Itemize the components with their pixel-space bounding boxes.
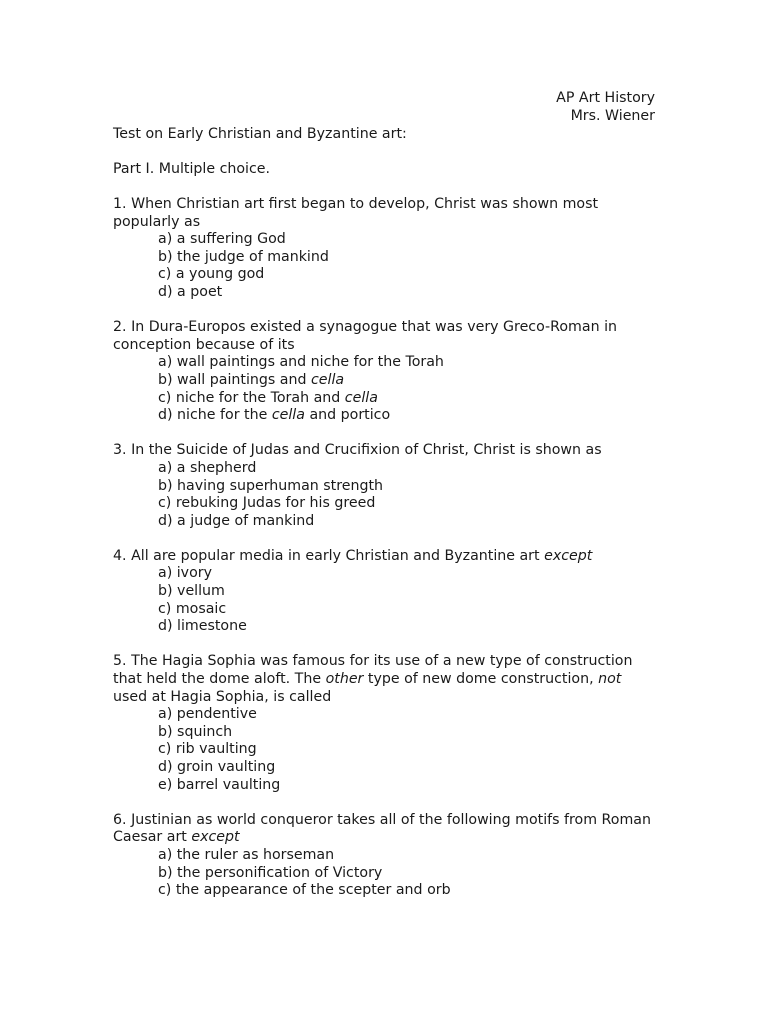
italic-text: cella xyxy=(310,371,345,388)
question-number: 4. xyxy=(113,547,127,564)
test-title: Test on Early Christian and Byzantine art: xyxy=(113,126,407,142)
text-segment: b) the judge of mankind xyxy=(158,248,329,265)
text-segment: d) niche for the xyxy=(158,407,272,424)
answer-option xyxy=(113,777,658,795)
question-stem xyxy=(113,653,658,706)
text-segment: The Hagia Sophia was famous for its use of a new type of construction that held the dome aloft. The xyxy=(113,653,633,688)
answer-option xyxy=(113,565,658,583)
answer-options xyxy=(113,565,658,635)
answer-option xyxy=(113,249,658,267)
question xyxy=(113,812,658,900)
text-segment: a) pendentive xyxy=(158,706,257,723)
answer-options xyxy=(113,847,658,900)
text-segment: and portico xyxy=(304,407,391,424)
answer-options xyxy=(113,354,658,424)
answer-option xyxy=(113,231,658,249)
question-stem xyxy=(113,442,658,460)
question-stem xyxy=(113,196,658,231)
question-number: 3. xyxy=(113,442,127,459)
question xyxy=(113,653,658,794)
italic-text: except xyxy=(191,829,240,846)
text-segment: c) niche for the Torah and xyxy=(158,389,345,406)
answer-option xyxy=(113,724,658,742)
answer-options xyxy=(113,460,658,530)
text-segment: b) squinch xyxy=(158,723,233,740)
text-segment: c) mosaic xyxy=(158,600,227,617)
italic-text: cella xyxy=(344,389,378,406)
text-segment: Justinian as world conqueror takes all of the following motifs from Roman Caesar art xyxy=(113,811,651,846)
answer-option xyxy=(113,372,658,390)
question xyxy=(113,548,658,636)
answer-options xyxy=(113,706,658,794)
text-segment: All are popular media in early Christian and Byzantine art xyxy=(131,547,545,564)
text-segment: used at Hagia Sophia, is called xyxy=(113,688,332,705)
question xyxy=(113,442,658,530)
answer-option xyxy=(113,478,658,496)
answer-option xyxy=(113,266,658,284)
answer-options xyxy=(113,231,658,301)
italic-text: not xyxy=(598,671,622,688)
answer-option xyxy=(113,706,658,724)
course-name: AP Art History xyxy=(556,90,655,106)
question-stem xyxy=(113,319,658,354)
answer-option xyxy=(113,354,658,372)
answer-option xyxy=(113,759,658,777)
question-number: 6. xyxy=(113,811,127,828)
question xyxy=(113,196,658,302)
question-list xyxy=(113,196,658,917)
italic-text: other xyxy=(325,671,364,688)
answer-option xyxy=(113,460,658,478)
answer-option xyxy=(113,583,658,601)
answer-option xyxy=(113,847,658,865)
answer-option xyxy=(113,390,658,408)
italic-text: cella xyxy=(271,407,305,424)
text-segment: b) the personification of Victory xyxy=(158,864,383,881)
text-segment: b) having superhuman strength xyxy=(158,477,384,494)
question-stem xyxy=(113,812,658,847)
text-segment: type of new dome construction, xyxy=(363,671,599,688)
answer-option xyxy=(113,284,658,302)
answer-option xyxy=(113,601,658,619)
question xyxy=(113,319,658,425)
header xyxy=(556,90,655,125)
question-stem xyxy=(113,548,658,566)
text-segment: a) the ruler as horseman xyxy=(158,846,335,863)
text-segment: e) barrel vaulting xyxy=(158,776,281,793)
text-segment: c) rib vaulting xyxy=(158,741,257,758)
answer-option xyxy=(113,618,658,636)
text-segment: d) limestone xyxy=(158,618,247,635)
italic-text: except xyxy=(544,547,593,564)
text-segment: d) a judge of mankind xyxy=(158,512,315,529)
text-segment: When Christian art first began to develop, Christ was shown most popularly as xyxy=(113,196,599,230)
text-segment: a) a shepherd xyxy=(158,459,257,476)
text-segment: d) groin vaulting xyxy=(158,759,276,775)
teacher-name: Mrs. Wiener xyxy=(570,107,655,124)
question-number: 5. xyxy=(113,653,127,670)
text-segment: c) rebuking Judas for his greed xyxy=(158,495,376,512)
answer-option xyxy=(113,513,658,531)
answer-option xyxy=(113,495,658,513)
text-segment: In Dura-Europos existed a synagogue that was very Greco-Roman in conception because of its xyxy=(113,319,618,353)
text-segment: c) the appearance of the scepter and orb xyxy=(158,882,451,899)
answer-option xyxy=(113,865,658,883)
question-number: 1. xyxy=(113,196,127,212)
text-segment: a) wall paintings and niche for the Torah xyxy=(158,354,444,371)
text-segment: In the Suicide of Judas and Crucifixion of Christ, Christ is shown as xyxy=(131,442,602,459)
text-segment: b) wall paintings and xyxy=(158,371,311,388)
text-segment: a) ivory xyxy=(158,565,212,582)
text-segment: d) a poet xyxy=(158,283,223,300)
text-segment: b) vellum xyxy=(158,583,225,600)
text-segment: a) a suffering God xyxy=(158,231,286,248)
answer-option xyxy=(113,741,658,759)
question-number: 2. xyxy=(113,319,127,336)
answer-option xyxy=(113,407,658,425)
part-title: Part I. Multiple choice. xyxy=(113,161,271,177)
text-segment: c) a young god xyxy=(158,266,265,283)
answer-option xyxy=(113,882,658,900)
